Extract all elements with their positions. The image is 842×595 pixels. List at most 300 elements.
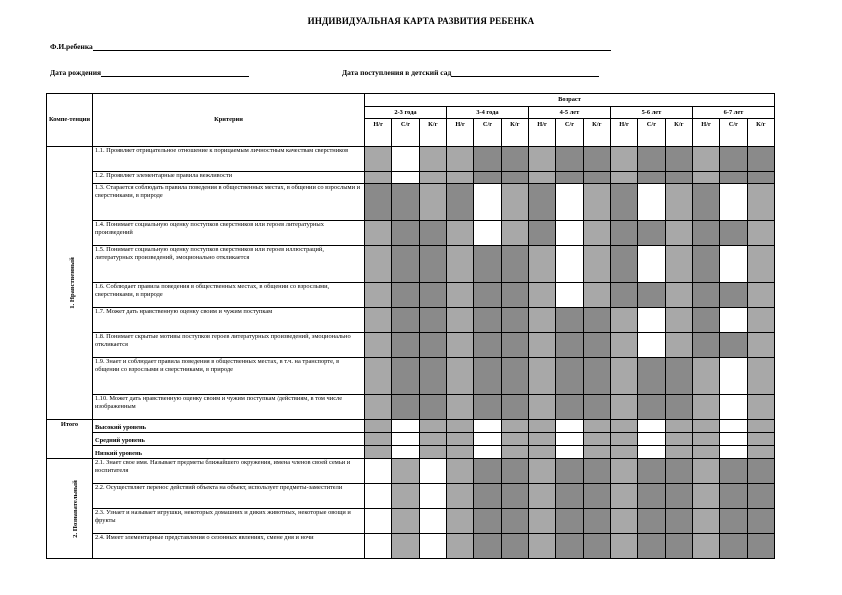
age-group-header: 6-7 лет xyxy=(692,107,774,119)
table-row xyxy=(47,172,775,184)
table-row xyxy=(47,509,775,534)
shaded-cell xyxy=(665,333,692,358)
shaded-cell xyxy=(365,333,392,358)
shaded-cell xyxy=(419,433,446,446)
score-cell[interactable] xyxy=(392,446,419,459)
shaded-cell xyxy=(501,459,528,484)
shaded-cell xyxy=(747,172,774,184)
shaded-cell xyxy=(528,172,555,184)
shaded-cell xyxy=(446,147,473,172)
score-cell[interactable] xyxy=(474,221,501,246)
shaded-cell xyxy=(692,221,719,246)
shaded-cell xyxy=(419,420,446,433)
period-header: С/г xyxy=(720,119,747,147)
shaded-cell xyxy=(583,433,610,446)
score-cell[interactable] xyxy=(365,509,392,534)
period-header: С/г xyxy=(392,119,419,147)
shaded-cell xyxy=(638,358,665,395)
shaded-cell xyxy=(528,246,555,283)
period-header: К/г xyxy=(419,119,446,147)
score-cell[interactable] xyxy=(419,459,446,484)
shaded-cell xyxy=(446,534,473,559)
period-header: К/г xyxy=(665,119,692,147)
shaded-cell xyxy=(665,221,692,246)
score-cell[interactable] xyxy=(638,308,665,333)
score-cell[interactable] xyxy=(638,420,665,433)
period-header: Н/г xyxy=(528,119,555,147)
age-header: Возраст xyxy=(365,94,775,107)
criterion-text: 2.3. Узнает и называет игрушки, некоторых домашних и диких животных, некоторые овощи и фрукты xyxy=(93,509,365,534)
shaded-cell xyxy=(528,358,555,395)
criterion-text: 2.2. Осуществляет перенос действий объекта на объект, использует предметы-заместители xyxy=(93,484,365,509)
page-title: ИНДИВИДУАЛЬНАЯ КАРТА РАЗВИТИЯ РЕБЕНКА xyxy=(307,16,535,26)
shaded-cell xyxy=(610,184,637,221)
score-cell[interactable] xyxy=(720,184,747,221)
shaded-cell xyxy=(747,333,774,358)
score-cell[interactable] xyxy=(638,433,665,446)
shaded-cell xyxy=(365,246,392,283)
shaded-cell xyxy=(665,283,692,308)
shaded-cell xyxy=(583,333,610,358)
score-cell[interactable] xyxy=(392,420,419,433)
shaded-cell xyxy=(720,534,747,559)
birth-label: Дата рождения xyxy=(50,68,102,77)
shaded-cell xyxy=(556,147,583,172)
shaded-cell xyxy=(528,509,555,534)
shaded-cell xyxy=(665,184,692,221)
shaded-cell xyxy=(474,246,501,283)
period-header: Н/г xyxy=(446,119,473,147)
shaded-cell xyxy=(446,395,473,420)
shaded-cell xyxy=(692,420,719,433)
period-header: С/г xyxy=(638,119,665,147)
shaded-cell xyxy=(419,172,446,184)
birth-line[interactable] xyxy=(101,68,249,77)
shaded-cell xyxy=(692,358,719,395)
shaded-cell xyxy=(692,283,719,308)
shaded-cell xyxy=(392,184,419,221)
criterion-text: 1.7. Может дать нравственную оценку своим и чужим поступкам xyxy=(93,308,365,333)
shaded-cell xyxy=(392,358,419,395)
score-cell[interactable] xyxy=(556,184,583,221)
shaded-cell xyxy=(692,184,719,221)
shaded-cell xyxy=(556,534,583,559)
section-cognitive-label xyxy=(47,459,93,559)
shaded-cell xyxy=(474,172,501,184)
table-row xyxy=(47,221,775,246)
shaded-cell xyxy=(583,534,610,559)
shaded-cell xyxy=(665,147,692,172)
shaded-cell xyxy=(528,484,555,509)
shaded-cell xyxy=(528,147,555,172)
shaded-cell xyxy=(501,221,528,246)
shaded-cell xyxy=(720,147,747,172)
score-cell[interactable] xyxy=(365,459,392,484)
score-cell[interactable] xyxy=(474,446,501,459)
shaded-cell xyxy=(528,333,555,358)
shaded-cell xyxy=(720,333,747,358)
table-row xyxy=(47,484,775,509)
shaded-cell xyxy=(638,221,665,246)
criterion-text: 1.5. Понимает социальную оценку поступков сверстников или героев иллюстраций, литературных произведений, эмоционально откликается xyxy=(93,246,365,283)
shaded-cell xyxy=(692,308,719,333)
shaded-cell xyxy=(365,395,392,420)
shaded-cell xyxy=(610,534,637,559)
shaded-cell xyxy=(747,395,774,420)
shaded-cell xyxy=(610,308,637,333)
shaded-cell xyxy=(365,172,392,184)
period-header: К/г xyxy=(583,119,610,147)
shaded-cell xyxy=(610,484,637,509)
shaded-cell xyxy=(665,433,692,446)
shaded-cell xyxy=(501,509,528,534)
score-cell[interactable] xyxy=(556,433,583,446)
shaded-cell xyxy=(692,333,719,358)
admission-label: Дата поступления в детский сад xyxy=(342,68,452,77)
shaded-cell xyxy=(638,459,665,484)
shaded-cell xyxy=(692,484,719,509)
shaded-cell xyxy=(474,333,501,358)
shaded-cell xyxy=(583,147,610,172)
score-cell[interactable] xyxy=(365,534,392,559)
shaded-cell xyxy=(501,308,528,333)
shaded-cell xyxy=(747,184,774,221)
shaded-cell xyxy=(419,446,446,459)
shaded-cell xyxy=(528,308,555,333)
period-header: Н/г xyxy=(610,119,637,147)
criterion-text: 1.3. Старается соблюдать правила поведения в общественных местах, в общении со взрослыми и сверстниками, в природе xyxy=(93,184,365,221)
shaded-cell xyxy=(665,509,692,534)
criterion-text: 1.6. Соблюдает правила поведения в общественных местах, в общении со взрослыми, сверстниками, в природе xyxy=(93,283,365,308)
shaded-cell xyxy=(419,308,446,333)
shaded-cell xyxy=(365,147,392,172)
shaded-cell xyxy=(556,459,583,484)
score-cell[interactable] xyxy=(474,433,501,446)
shaded-cell xyxy=(446,246,473,283)
shaded-cell xyxy=(665,459,692,484)
shaded-cell xyxy=(720,484,747,509)
shaded-cell xyxy=(665,172,692,184)
score-cell[interactable] xyxy=(419,484,446,509)
shaded-cell xyxy=(610,433,637,446)
shaded-cell xyxy=(501,283,528,308)
shaded-cell xyxy=(692,446,719,459)
shaded-cell xyxy=(392,308,419,333)
shaded-cell xyxy=(610,283,637,308)
shaded-cell xyxy=(638,395,665,420)
shaded-cell xyxy=(419,246,446,283)
shaded-cell xyxy=(610,172,637,184)
period-header: К/г xyxy=(747,119,774,147)
shaded-cell xyxy=(365,358,392,395)
shaded-cell xyxy=(583,420,610,433)
shaded-cell xyxy=(583,221,610,246)
shaded-cell xyxy=(446,333,473,358)
shaded-cell xyxy=(419,221,446,246)
shaded-cell xyxy=(474,484,501,509)
score-cell[interactable] xyxy=(419,534,446,559)
shaded-cell xyxy=(419,283,446,308)
criteria-header: Критерии xyxy=(93,94,365,147)
shaded-cell xyxy=(556,333,583,358)
table-row xyxy=(47,333,775,358)
shaded-cell xyxy=(446,308,473,333)
shaded-cell xyxy=(747,459,774,484)
score-cell[interactable] xyxy=(556,246,583,283)
shaded-cell xyxy=(446,184,473,221)
shaded-cell xyxy=(528,184,555,221)
birth-field[interactable] xyxy=(50,68,249,77)
score-cell[interactable] xyxy=(638,184,665,221)
shaded-cell xyxy=(474,358,501,395)
development-table xyxy=(46,93,775,559)
criterion-text: 2.1. Знает свое имя. Называет предметы ближайшего окружения, имена членов своей семьи и воспитателя xyxy=(93,459,365,484)
shaded-cell xyxy=(419,333,446,358)
shaded-cell xyxy=(583,395,610,420)
shaded-cell xyxy=(365,308,392,333)
competencies-header: Компе-тенции xyxy=(47,94,93,147)
score-cell[interactable] xyxy=(365,484,392,509)
score-cell[interactable] xyxy=(556,420,583,433)
shaded-cell xyxy=(638,534,665,559)
shaded-cell xyxy=(692,433,719,446)
level-label: Высокий уровень xyxy=(93,420,365,433)
age-group-header: 2-3 года xyxy=(365,107,447,119)
shaded-cell xyxy=(446,221,473,246)
shaded-cell xyxy=(501,484,528,509)
table-row xyxy=(47,147,775,172)
shaded-cell xyxy=(419,147,446,172)
table-row xyxy=(47,283,775,308)
shaded-cell xyxy=(638,147,665,172)
criterion-text: 1.4. Понимает социальную оценку поступков сверстников или героев литературных произведений xyxy=(93,221,365,246)
score-cell[interactable] xyxy=(556,446,583,459)
shaded-cell xyxy=(665,246,692,283)
shaded-cell xyxy=(365,433,392,446)
score-cell[interactable] xyxy=(638,446,665,459)
shaded-cell xyxy=(692,246,719,283)
shaded-cell xyxy=(501,433,528,446)
shaded-cell xyxy=(638,509,665,534)
shaded-cell xyxy=(610,246,637,283)
period-header: Н/г xyxy=(365,119,392,147)
criterion-text: 1.8. Понимает скрытые мотивы поступков героев литературных произведений, эмоционально откликается xyxy=(93,333,365,358)
shaded-cell xyxy=(583,358,610,395)
age-group-header: 3-4 года xyxy=(446,107,528,119)
shaded-cell xyxy=(556,509,583,534)
shaded-cell xyxy=(474,308,501,333)
score-cell[interactable] xyxy=(720,358,747,395)
criterion-text: 2.4. Имеет элементарные представления о сезонных явлениях, смене дня и ночи xyxy=(93,534,365,559)
shaded-cell xyxy=(501,147,528,172)
period-header: С/г xyxy=(474,119,501,147)
shaded-cell xyxy=(528,420,555,433)
shaded-cell xyxy=(583,484,610,509)
score-cell[interactable] xyxy=(720,420,747,433)
shaded-cell xyxy=(692,147,719,172)
admission-line[interactable] xyxy=(451,68,599,77)
shaded-cell xyxy=(583,246,610,283)
shaded-cell xyxy=(365,283,392,308)
shaded-cell xyxy=(556,395,583,420)
shaded-cell xyxy=(610,509,637,534)
shaded-cell xyxy=(720,509,747,534)
itogo-label: Итого xyxy=(47,420,93,459)
shaded-cell xyxy=(419,395,446,420)
shaded-cell xyxy=(501,246,528,283)
shaded-cell xyxy=(365,184,392,221)
shaded-cell xyxy=(365,221,392,246)
shaded-cell xyxy=(528,221,555,246)
score-cell[interactable] xyxy=(556,221,583,246)
criterion-text: 1.10. Может дать нравственную оценку своим и чужим поступкам /действиям, в том числе изображенным xyxy=(93,395,365,420)
shaded-cell xyxy=(747,358,774,395)
shaded-cell xyxy=(528,446,555,459)
shaded-cell xyxy=(747,433,774,446)
score-cell[interactable] xyxy=(392,433,419,446)
shaded-cell xyxy=(501,446,528,459)
table-row xyxy=(47,459,775,484)
score-cell[interactable] xyxy=(720,395,747,420)
shaded-cell xyxy=(665,420,692,433)
shaded-cell xyxy=(610,459,637,484)
shaded-cell xyxy=(610,395,637,420)
shaded-cell xyxy=(583,446,610,459)
shaded-cell xyxy=(419,184,446,221)
level-label: Средний уровень xyxy=(93,433,365,446)
period-header: Н/г xyxy=(692,119,719,147)
shaded-cell xyxy=(747,484,774,509)
shaded-cell xyxy=(665,308,692,333)
shaded-cell xyxy=(610,420,637,433)
level-label: Низкий уровень xyxy=(93,446,365,459)
shaded-cell xyxy=(720,283,747,308)
shaded-cell xyxy=(528,433,555,446)
shaded-cell xyxy=(446,283,473,308)
shaded-cell xyxy=(692,459,719,484)
shaded-cell xyxy=(446,446,473,459)
shaded-cell xyxy=(392,395,419,420)
shaded-cell xyxy=(720,221,747,246)
shaded-cell xyxy=(665,446,692,459)
table-row xyxy=(47,184,775,221)
shaded-cell xyxy=(583,184,610,221)
admission-field[interactable] xyxy=(342,68,599,77)
score-cell[interactable] xyxy=(720,433,747,446)
shaded-cell xyxy=(747,420,774,433)
shaded-cell xyxy=(583,172,610,184)
shaded-cell xyxy=(501,333,528,358)
shaded-cell xyxy=(501,534,528,559)
score-cell[interactable] xyxy=(419,509,446,534)
score-cell[interactable] xyxy=(556,283,583,308)
section-moral-text: 1. Нравственный xyxy=(68,257,76,309)
table-row xyxy=(47,308,775,333)
fio-line[interactable] xyxy=(93,42,611,51)
shaded-cell xyxy=(392,221,419,246)
shaded-cell xyxy=(474,509,501,534)
shaded-cell xyxy=(474,459,501,484)
shaded-cell xyxy=(583,459,610,484)
shaded-cell xyxy=(392,333,419,358)
shaded-cell xyxy=(747,221,774,246)
shaded-cell xyxy=(720,459,747,484)
shaded-cell xyxy=(747,308,774,333)
shaded-cell xyxy=(501,172,528,184)
shaded-cell xyxy=(583,308,610,333)
shaded-cell xyxy=(501,420,528,433)
shaded-cell xyxy=(692,534,719,559)
shaded-cell xyxy=(446,433,473,446)
shaded-cell xyxy=(528,395,555,420)
score-cell[interactable] xyxy=(720,446,747,459)
table-row xyxy=(47,534,775,559)
score-cell[interactable] xyxy=(392,172,419,184)
fio-field[interactable] xyxy=(50,42,611,51)
score-cell[interactable] xyxy=(720,246,747,283)
shaded-cell xyxy=(446,509,473,534)
shaded-cell xyxy=(392,246,419,283)
shaded-cell xyxy=(692,395,719,420)
score-cell[interactable] xyxy=(638,246,665,283)
shaded-cell xyxy=(692,172,719,184)
period-header: К/г xyxy=(501,119,528,147)
shaded-cell xyxy=(747,283,774,308)
shaded-cell xyxy=(610,358,637,395)
shaded-cell xyxy=(446,459,473,484)
section-moral-label xyxy=(47,147,93,420)
shaded-cell xyxy=(747,534,774,559)
shaded-cell xyxy=(747,246,774,283)
shaded-cell xyxy=(365,446,392,459)
shaded-cell xyxy=(747,446,774,459)
shaded-cell xyxy=(556,308,583,333)
table-row xyxy=(47,420,775,433)
table-row xyxy=(47,246,775,283)
shaded-cell xyxy=(392,459,419,484)
shaded-cell xyxy=(365,420,392,433)
shaded-cell xyxy=(446,420,473,433)
score-cell[interactable] xyxy=(474,420,501,433)
shaded-cell xyxy=(638,283,665,308)
shaded-cell xyxy=(501,395,528,420)
table-row xyxy=(47,395,775,420)
shaded-cell xyxy=(720,172,747,184)
shaded-cell xyxy=(747,147,774,172)
table-row xyxy=(47,358,775,395)
score-cell[interactable] xyxy=(638,333,665,358)
shaded-cell xyxy=(474,534,501,559)
shaded-cell xyxy=(638,484,665,509)
score-cell[interactable] xyxy=(720,308,747,333)
period-header: С/г xyxy=(556,119,583,147)
criterion-text: 1.9. Знает и соблюдает правила поведения в общественных местах, в т.ч. на транспорте, в общении со взрослыми и сверстниками, в природе xyxy=(93,358,365,395)
shaded-cell xyxy=(474,395,501,420)
shaded-cell xyxy=(638,172,665,184)
shaded-cell xyxy=(747,509,774,534)
table-row xyxy=(47,446,775,459)
shaded-cell xyxy=(692,509,719,534)
criterion-text: 1.2. Проявляет элементарные правила вежливости xyxy=(93,172,365,184)
shaded-cell xyxy=(665,484,692,509)
shaded-cell xyxy=(610,333,637,358)
score-cell[interactable] xyxy=(474,184,501,221)
shaded-cell xyxy=(474,283,501,308)
shaded-cell xyxy=(446,172,473,184)
shaded-cell xyxy=(665,358,692,395)
score-cell[interactable] xyxy=(392,147,419,172)
shaded-cell xyxy=(528,534,555,559)
